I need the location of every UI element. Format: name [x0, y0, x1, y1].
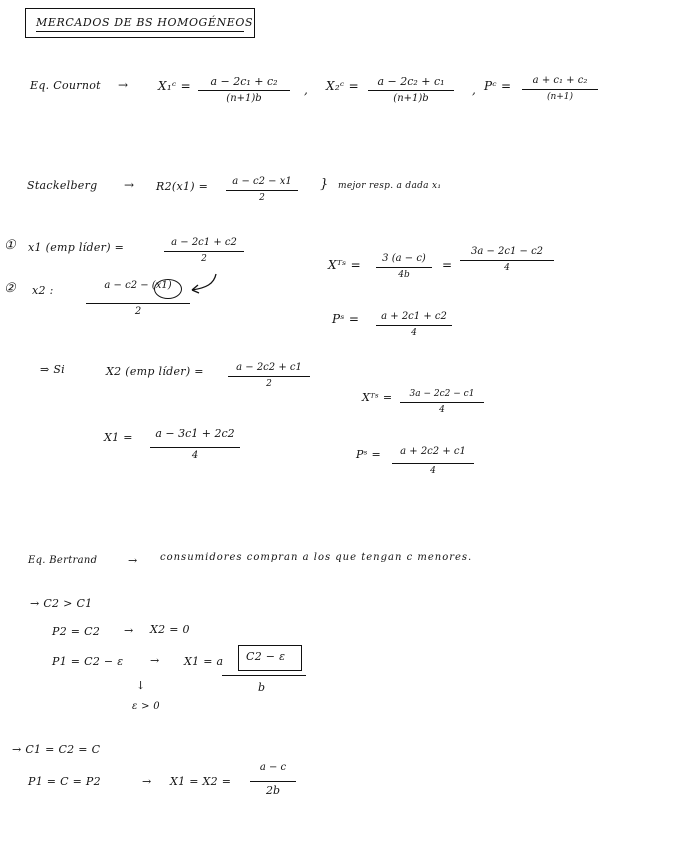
- cournot-x1-lhs: X₁ᶜ =: [158, 79, 191, 93]
- total-q-fraction-2: [460, 247, 554, 273]
- fraction-bar: [250, 781, 296, 782]
- fraction-bar: [228, 376, 310, 377]
- cournot-p-fraction: [522, 76, 598, 102]
- total-q2-fraction: [400, 390, 484, 415]
- price-s-lhs: Pˢ =: [332, 312, 360, 326]
- x1-equals-x2: X1 = X2 =: [170, 775, 232, 788]
- case-1-heading: → C2 > C1: [30, 597, 93, 610]
- cournot-x2-fraction: [368, 76, 454, 104]
- total-q-numerator-2: 3a − 2c1 − c2: [470, 246, 544, 257]
- case-1-arrow-1: →: [124, 624, 134, 637]
- cournot-p-numerator: a + c₁ + c₂: [532, 75, 588, 86]
- page-title: MERCADOS DE BS HOMOGÉNEOS: [36, 16, 254, 29]
- price-s2-denominator: 4: [430, 466, 436, 476]
- total-q-fraction-1: [376, 254, 432, 280]
- fraction-bar: [150, 447, 240, 448]
- cournot-x2-denominator: (n+1)b: [393, 93, 429, 104]
- item-1-marker: ①: [4, 238, 16, 253]
- price-s-denominator: 4: [411, 328, 417, 338]
- fraction-bar: [376, 267, 432, 268]
- cournot-x1-numerator: a − 2c₁ + c₂: [210, 75, 278, 88]
- best-response-note: mejor resp. a dada x₁: [338, 181, 442, 191]
- total-q2-numerator: 3a − 2c2 − c1: [409, 389, 475, 399]
- total-q2-denominator: 4: [439, 405, 445, 415]
- total-q-denominator-1: 4b: [398, 270, 410, 280]
- cournot-x1-denominator: (n+1)b: [226, 93, 262, 104]
- total-q-lhs: Xᵀˢ =: [328, 258, 361, 272]
- fraction-bar: [368, 90, 454, 91]
- follower-x1-denominator: 4: [191, 450, 199, 461]
- p1-equals-c2-minus-eps: P1 = C2 − ε: [52, 655, 124, 668]
- case-1-arrow-2: →: [150, 654, 160, 667]
- bertrand-statement: consumidores compran a los que tengan c menores.: [160, 552, 473, 563]
- symmetric-q-denominator: 2b: [265, 784, 281, 797]
- price-s2-numerator: a + 2c2 + c1: [400, 446, 466, 457]
- fraction-bar: [164, 251, 244, 252]
- price-s-numerator: a + 2c1 + c2: [381, 311, 447, 322]
- fraction-bar: [376, 325, 452, 326]
- x1-fraction-bar: [222, 675, 306, 676]
- cournot-p-denominator: (n+1): [546, 92, 574, 102]
- stackelberg-arrow: →: [124, 178, 135, 192]
- x1-circle: [154, 279, 182, 299]
- title-underline: [36, 31, 244, 32]
- reaction-numerator: a − c2 − x1: [232, 176, 292, 187]
- total-q2-lhs: Xᵀˢ =: [362, 391, 393, 404]
- leader-x1-lhs: x1 (emp líder) =: [28, 241, 125, 254]
- fraction-bar: [86, 303, 190, 304]
- cournot-comma-1: ,: [304, 83, 309, 97]
- symmetric-q-fraction: [250, 763, 296, 796]
- fraction-bar: [460, 260, 554, 261]
- epsilon-down-arrow: ↓: [136, 679, 146, 692]
- implies-if: ⇒ Si: [40, 363, 65, 376]
- stackelberg-label: Stackelberg: [27, 179, 98, 192]
- fraction-bar: [198, 90, 290, 91]
- fraction-bar: [392, 463, 474, 464]
- leader-x2-fraction: [228, 363, 310, 389]
- follower-x2-lhs: x2 :: [32, 284, 54, 297]
- cournot-comma-2: ,: [472, 83, 477, 97]
- epsilon-positive: ε > 0: [132, 701, 160, 712]
- case-2-heading: → C1 = C2 = C: [12, 743, 101, 756]
- follower-x2-denominator: 2: [134, 306, 142, 317]
- total-q-equals: =: [442, 258, 453, 272]
- cournot-arrow: →: [118, 78, 129, 92]
- bertrand-label: Eq. Bertrand: [28, 555, 98, 566]
- item-2-marker: ②: [4, 281, 16, 296]
- reaction-fraction: [226, 177, 298, 203]
- note-brace: }: [320, 177, 329, 192]
- follower-x1-fraction: [150, 428, 240, 461]
- leader-x1-numerator: a − 2c1 + c2: [171, 237, 237, 248]
- cournot-x2-lhs: X₂ᶜ =: [326, 79, 359, 93]
- cournot-x2-numerator: a − 2c₂ + c₁: [377, 75, 445, 88]
- x1-denominator-b: b: [258, 681, 266, 694]
- reaction-denominator: 2: [259, 193, 265, 203]
- leader-x1-denominator: 2: [201, 254, 207, 264]
- p2-equals-c2: P2 = C2: [52, 625, 101, 638]
- cournot-label: Eq. Cournot: [30, 79, 101, 92]
- x2-equals-zero: X2 = 0: [150, 623, 190, 636]
- follower-x1-lhs: X1 =: [104, 431, 133, 444]
- reaction-lhs: R2(x1) =: [156, 180, 209, 193]
- case-2-arrow: →: [142, 775, 152, 788]
- follower-x1-numerator: a − 3c1 + 2c2: [155, 427, 235, 440]
- total-q-numerator-1: 3 (a − c): [382, 253, 426, 264]
- leader-x2-denominator: 2: [266, 379, 272, 389]
- cournot-x1-fraction: [198, 76, 290, 104]
- p1-equals-c-equals-p2: P1 = C = P2: [28, 775, 101, 788]
- leader-x2-lhs: X2 (emp líder) =: [106, 365, 204, 378]
- follower-x2-numerator: a − c2 − (x1): [104, 280, 172, 291]
- curved-arrow: [188, 272, 220, 294]
- leader-x2-numerator: a − 2c2 + c1: [236, 362, 302, 373]
- c2-minus-eps: C2 − ε: [246, 650, 286, 663]
- price-s2-lhs: Pˢ =: [356, 448, 382, 461]
- fraction-bar: [400, 402, 484, 403]
- price-s-fraction: [376, 312, 452, 338]
- bertrand-arrow: →: [128, 554, 138, 567]
- price-s2-fraction: [392, 447, 474, 476]
- fraction-bar: [522, 89, 598, 90]
- fraction-bar: [226, 190, 298, 191]
- total-q-denominator-2: 4: [504, 263, 510, 273]
- cournot-p-lhs: Pᶜ =: [484, 79, 512, 93]
- leader-x1-fraction: [164, 238, 244, 264]
- x1-equals-a: X1 = a: [184, 655, 224, 668]
- symmetric-q-numerator: a − c: [259, 762, 287, 773]
